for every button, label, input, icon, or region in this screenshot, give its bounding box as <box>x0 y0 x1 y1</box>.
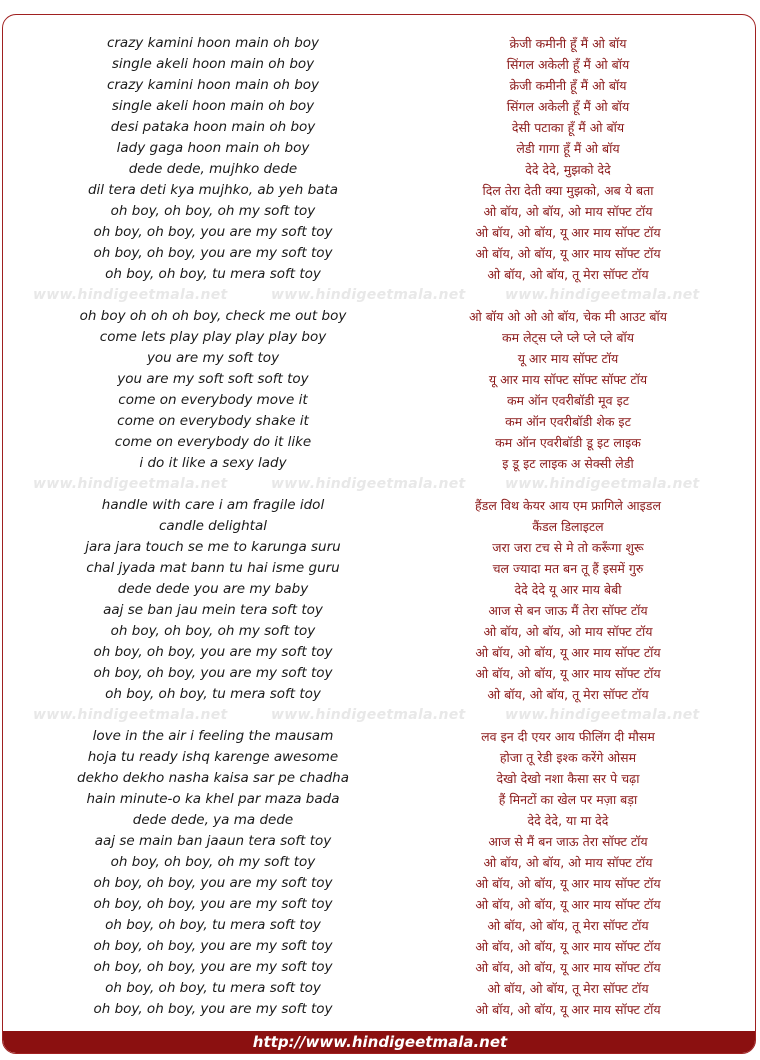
lyric-english: dil tera deti kya mujhko, ab yeh bata <box>87 182 338 198</box>
lyric-english: oh boy, oh boy, you are my soft toy <box>93 875 333 891</box>
lyric-hindi: कैंडल डिलाइटल <box>532 519 604 534</box>
lyric-hindi: ओ बॉय, ओ बॉय, ओ माय सॉफ्ट टॉय <box>483 855 653 870</box>
lyric-hindi: आज से मैं बन जाऊ तेरा सॉफ्ट टॉय <box>488 834 648 849</box>
lyric-english: aaj se main ban jaaun tera soft toy <box>94 833 332 849</box>
lyric-line <box>3 348 756 369</box>
lyric-line <box>3 768 756 789</box>
lyric-hindi: देखो देखो नशा कैसा सर पे चढ़ा <box>496 771 640 786</box>
lyric-hindi: ओ बॉय, ओ बॉय, तू मेरा सॉफ्ट टॉय <box>487 267 649 282</box>
lyric-line <box>3 663 756 684</box>
lyric-english: dede dede you are my baby <box>117 581 309 597</box>
lyric-hindi: ओ बॉय, ओ बॉय, यू आर माय सॉफ्ट टॉय <box>475 939 661 954</box>
lyric-hindi: होजा तू रेडी इश्क करेंगे ओसम <box>499 750 637 765</box>
lyric-english: you are my soft soft soft toy <box>117 371 309 387</box>
lyric-english: hoja tu ready ishq karenge awesome <box>87 749 339 765</box>
lyric-english: single akeli hoon main oh boy <box>111 98 315 114</box>
lyric-line <box>3 831 756 852</box>
lyric-line <box>3 852 756 873</box>
lyric-english: oh boy, oh boy, you are my soft toy <box>93 938 333 954</box>
lyric-hindi: ओ बॉय, ओ बॉय, ओ माय सॉफ्ट टॉय <box>483 624 653 639</box>
lyric-hindi: सिंगल अकेली हूँ मैं ओ बॉय <box>506 57 630 72</box>
watermark-text: www.hindigeetmala.net <box>33 707 228 723</box>
lyric-line <box>3 432 756 453</box>
lyric-english: oh boy, oh boy, tu mera soft toy <box>105 980 321 996</box>
lyric-hindi: कम ऑन एवरीबॉडी डू इट लाइक <box>495 435 641 450</box>
lyric-line <box>3 600 756 621</box>
lyric-hindi: क्रेजी कमीनी हूँ मैं ओ बॉय <box>509 36 627 51</box>
lyric-hindi: हैंडल विथ केयर आय एम फ्रागिले आइडल <box>475 498 661 513</box>
lyric-hindi: ओ बॉय, ओ बॉय, यू आर माय सॉफ्ट टॉय <box>475 876 661 891</box>
lyric-english: come on everybody shake it <box>117 413 309 429</box>
lyric-english: chal jyada mat bann tu hai isme guru <box>86 560 340 576</box>
lyric-english: dekho dekho nasha kaisa sar pe chadha <box>77 770 349 786</box>
watermark-text: www.hindigeetmala.net <box>271 476 466 492</box>
watermark-row <box>3 474 756 495</box>
lyric-english: dede dede, ya ma dede <box>132 812 294 828</box>
lyric-line <box>3 180 756 201</box>
lyric-hindi: इ डू इट लाइक अ सेक्सी लेडी <box>502 456 634 471</box>
watermark-text: www.hindigeetmala.net <box>33 476 228 492</box>
lyric-hindi: सिंगल अकेली हूँ मैं ओ बॉय <box>506 99 630 114</box>
watermark-row <box>3 285 756 306</box>
lyric-line <box>3 243 756 264</box>
lyric-line <box>3 537 756 558</box>
lyric-english: oh boy, oh boy, tu mera soft toy <box>105 917 321 933</box>
lyric-line <box>3 327 756 348</box>
lyric-hindi: लेडी गागा हूँ मैं ओ बॉय <box>516 141 620 156</box>
lyric-english: oh boy, oh boy, you are my soft toy <box>93 896 333 912</box>
lyric-hindi: ओ बॉय, ओ बॉय, यू आर माय सॉफ्ट टॉय <box>475 1002 661 1017</box>
lyric-english: love in the air i feeling the mausam <box>92 728 334 744</box>
lyric-english: oh boy, oh boy, tu mera soft toy <box>105 266 321 282</box>
lyric-line <box>3 516 756 537</box>
lyric-english: you are my soft toy <box>146 350 280 366</box>
lyric-line <box>3 306 756 327</box>
lyric-english: single akeli hoon main oh boy <box>111 56 315 72</box>
lyric-hindi: आज से बन जाऊ मैं तेरा सॉफ्ट टॉय <box>488 603 648 618</box>
lyric-hindi: कम ऑन एवरीबॉडी मूव इट <box>506 393 630 408</box>
lyric-english: come lets play play play play boy <box>99 329 327 345</box>
lyric-line <box>3 684 756 705</box>
lyric-hindi: कम ऑन एवरीबॉडी शेक इट <box>505 414 631 429</box>
lyric-english: oh boy oh oh oh boy, check me out boy <box>79 308 347 324</box>
lyric-english: oh boy, oh boy, you are my soft toy <box>93 644 333 660</box>
watermark-text: www.hindigeetmala.net <box>33 287 228 303</box>
lyric-english: crazy kamini hoon main oh boy <box>106 35 320 51</box>
lyric-line <box>3 978 756 999</box>
lyric-line <box>3 936 756 957</box>
lyric-line <box>3 369 756 390</box>
lyric-line <box>3 621 756 642</box>
lyric-hindi: लव इन दी एयर आय फीलिंग दी मौसम <box>481 729 655 744</box>
lyric-english: oh boy, oh boy, oh my soft toy <box>110 203 316 219</box>
watermark-text: www.hindigeetmala.net <box>505 707 700 723</box>
lyric-line <box>3 999 756 1020</box>
lyric-hindi: जरा जरा टच से मे तो करूँगा शुरू <box>492 540 644 555</box>
lyric-english: dede dede, mujhko dede <box>128 161 298 177</box>
lyric-english: lady gaga hoon main oh boy <box>116 140 310 156</box>
lyric-hindi: ओ बॉय, ओ बॉय, ओ माय सॉफ्ट टॉय <box>483 204 653 219</box>
lyric-line <box>3 96 756 117</box>
lyric-line <box>3 138 756 159</box>
lyrics-body <box>3 33 756 1020</box>
footer-url[interactable]: http://www.hindigeetmala.net <box>252 1033 508 1051</box>
lyric-english: candle delightal <box>159 518 267 534</box>
lyric-hindi: देदे देदे, मुझको देदे <box>525 162 611 177</box>
lyric-english: desi pataka hoon main oh boy <box>110 119 316 135</box>
lyric-hindi: कम लेट्स प्ले प्ले प्ले प्ले बॉय <box>502 330 634 345</box>
lyric-english: oh boy, oh boy, tu mera soft toy <box>105 686 321 702</box>
lyric-english: come on everybody move it <box>118 392 308 408</box>
lyric-english: oh boy, oh boy, you are my soft toy <box>93 245 333 261</box>
lyric-english: aaj se ban jau mein tera soft toy <box>103 602 323 618</box>
lyric-hindi: चल ज्यादा मत बन तू हैं इसमें गुरु <box>492 561 644 576</box>
lyric-line <box>3 726 756 747</box>
lyric-line <box>3 264 756 285</box>
lyric-line <box>3 201 756 222</box>
lyric-hindi: हैं मिनटों का खेल पर मज़ा बड़ा <box>498 792 638 807</box>
lyric-english: crazy kamini hoon main oh boy <box>106 77 320 93</box>
lyric-line <box>3 453 756 474</box>
lyric-english: oh boy, oh boy, you are my soft toy <box>93 1001 333 1017</box>
lyric-line <box>3 411 756 432</box>
lyric-line <box>3 873 756 894</box>
lyric-line <box>3 495 756 516</box>
lyric-english: oh boy, oh boy, oh my soft toy <box>110 623 316 639</box>
lyric-line <box>3 642 756 663</box>
lyric-english: oh boy, oh boy, you are my soft toy <box>93 665 333 681</box>
watermark-text: www.hindigeetmala.net <box>505 476 700 492</box>
lyric-hindi: देदे देदे यू आर माय बेबी <box>514 582 622 597</box>
lyric-line <box>3 222 756 243</box>
lyric-hindi: ओ बॉय, ओ बॉय, यू आर माय सॉफ्ट टॉय <box>475 897 661 912</box>
lyric-hindi: ओ बॉय, ओ बॉय, तू मेरा सॉफ्ट टॉय <box>487 981 649 996</box>
lyric-hindi: ओ बॉय, ओ बॉय, तू मेरा सॉफ्ट टॉय <box>487 918 649 933</box>
lyric-english: hain minute-o ka khel par maza bada <box>86 791 340 807</box>
lyric-hindi: ओ बॉय, ओ बॉय, यू आर माय सॉफ्ट टॉय <box>475 666 661 681</box>
lyric-english: oh boy, oh boy, oh my soft toy <box>110 854 316 870</box>
lyric-line <box>3 789 756 810</box>
lyric-line <box>3 54 756 75</box>
lyric-english: i do it like a sexy lady <box>139 455 287 471</box>
lyric-hindi: ओ बॉय, ओ बॉय, यू आर माय सॉफ्ट टॉय <box>475 960 661 975</box>
footer-bar <box>3 1031 756 1053</box>
lyric-hindi: क्रेजी कमीनी हूँ मैं ओ बॉय <box>509 78 627 93</box>
lyric-line <box>3 33 756 54</box>
lyric-hindi: देदे देदे, या मा देदे <box>527 813 609 828</box>
lyric-line <box>3 579 756 600</box>
lyric-english: oh boy, oh boy, you are my soft toy <box>93 224 333 240</box>
lyrics-card <box>2 14 756 1054</box>
lyric-line <box>3 117 756 138</box>
lyric-hindi: यू आर माय सॉफ्ट टॉय <box>517 351 619 366</box>
lyric-line <box>3 915 756 936</box>
lyric-english: oh boy, oh boy, you are my soft toy <box>93 959 333 975</box>
lyric-hindi: ओ बॉय, ओ बॉय, यू आर माय सॉफ्ट टॉय <box>475 246 661 261</box>
lyric-line <box>3 810 756 831</box>
lyric-line <box>3 894 756 915</box>
lyric-line <box>3 957 756 978</box>
lyric-hindi: देसी पटाका हूँ मैं ओ बॉय <box>511 120 625 135</box>
lyric-hindi: दिल तेरा देती क्या मुझको, अब ये बता <box>482 183 654 198</box>
lyric-line <box>3 558 756 579</box>
watermark-text: www.hindigeetmala.net <box>271 287 466 303</box>
lyric-hindi: ओ बॉय, ओ बॉय, तू मेरा सॉफ्ट टॉय <box>487 687 649 702</box>
lyric-hindi: यू आर माय सॉफ्ट सॉफ्ट सॉफ्ट टॉय <box>488 372 648 387</box>
lyric-english: handle with care i am fragile idol <box>101 497 325 513</box>
watermark-text: www.hindigeetmala.net <box>271 707 466 723</box>
lyric-line <box>3 75 756 96</box>
watermark-row <box>3 705 756 726</box>
lyric-hindi: ओ बॉय, ओ बॉय, यू आर माय सॉफ्ट टॉय <box>475 645 661 660</box>
lyric-english: come on everybody do it like <box>114 434 312 450</box>
lyric-line <box>3 159 756 180</box>
lyric-english: jara jara touch se me to karunga suru <box>85 539 341 555</box>
lyric-hindi: ओ बॉय, ओ बॉय, यू आर माय सॉफ्ट टॉय <box>475 225 661 240</box>
lyric-line <box>3 747 756 768</box>
lyric-line <box>3 390 756 411</box>
lyric-hindi: ओ बॉय ओ ओ ओ बॉय, चेक मी आउट बॉय <box>469 309 667 324</box>
watermark-text: www.hindigeetmala.net <box>505 287 700 303</box>
